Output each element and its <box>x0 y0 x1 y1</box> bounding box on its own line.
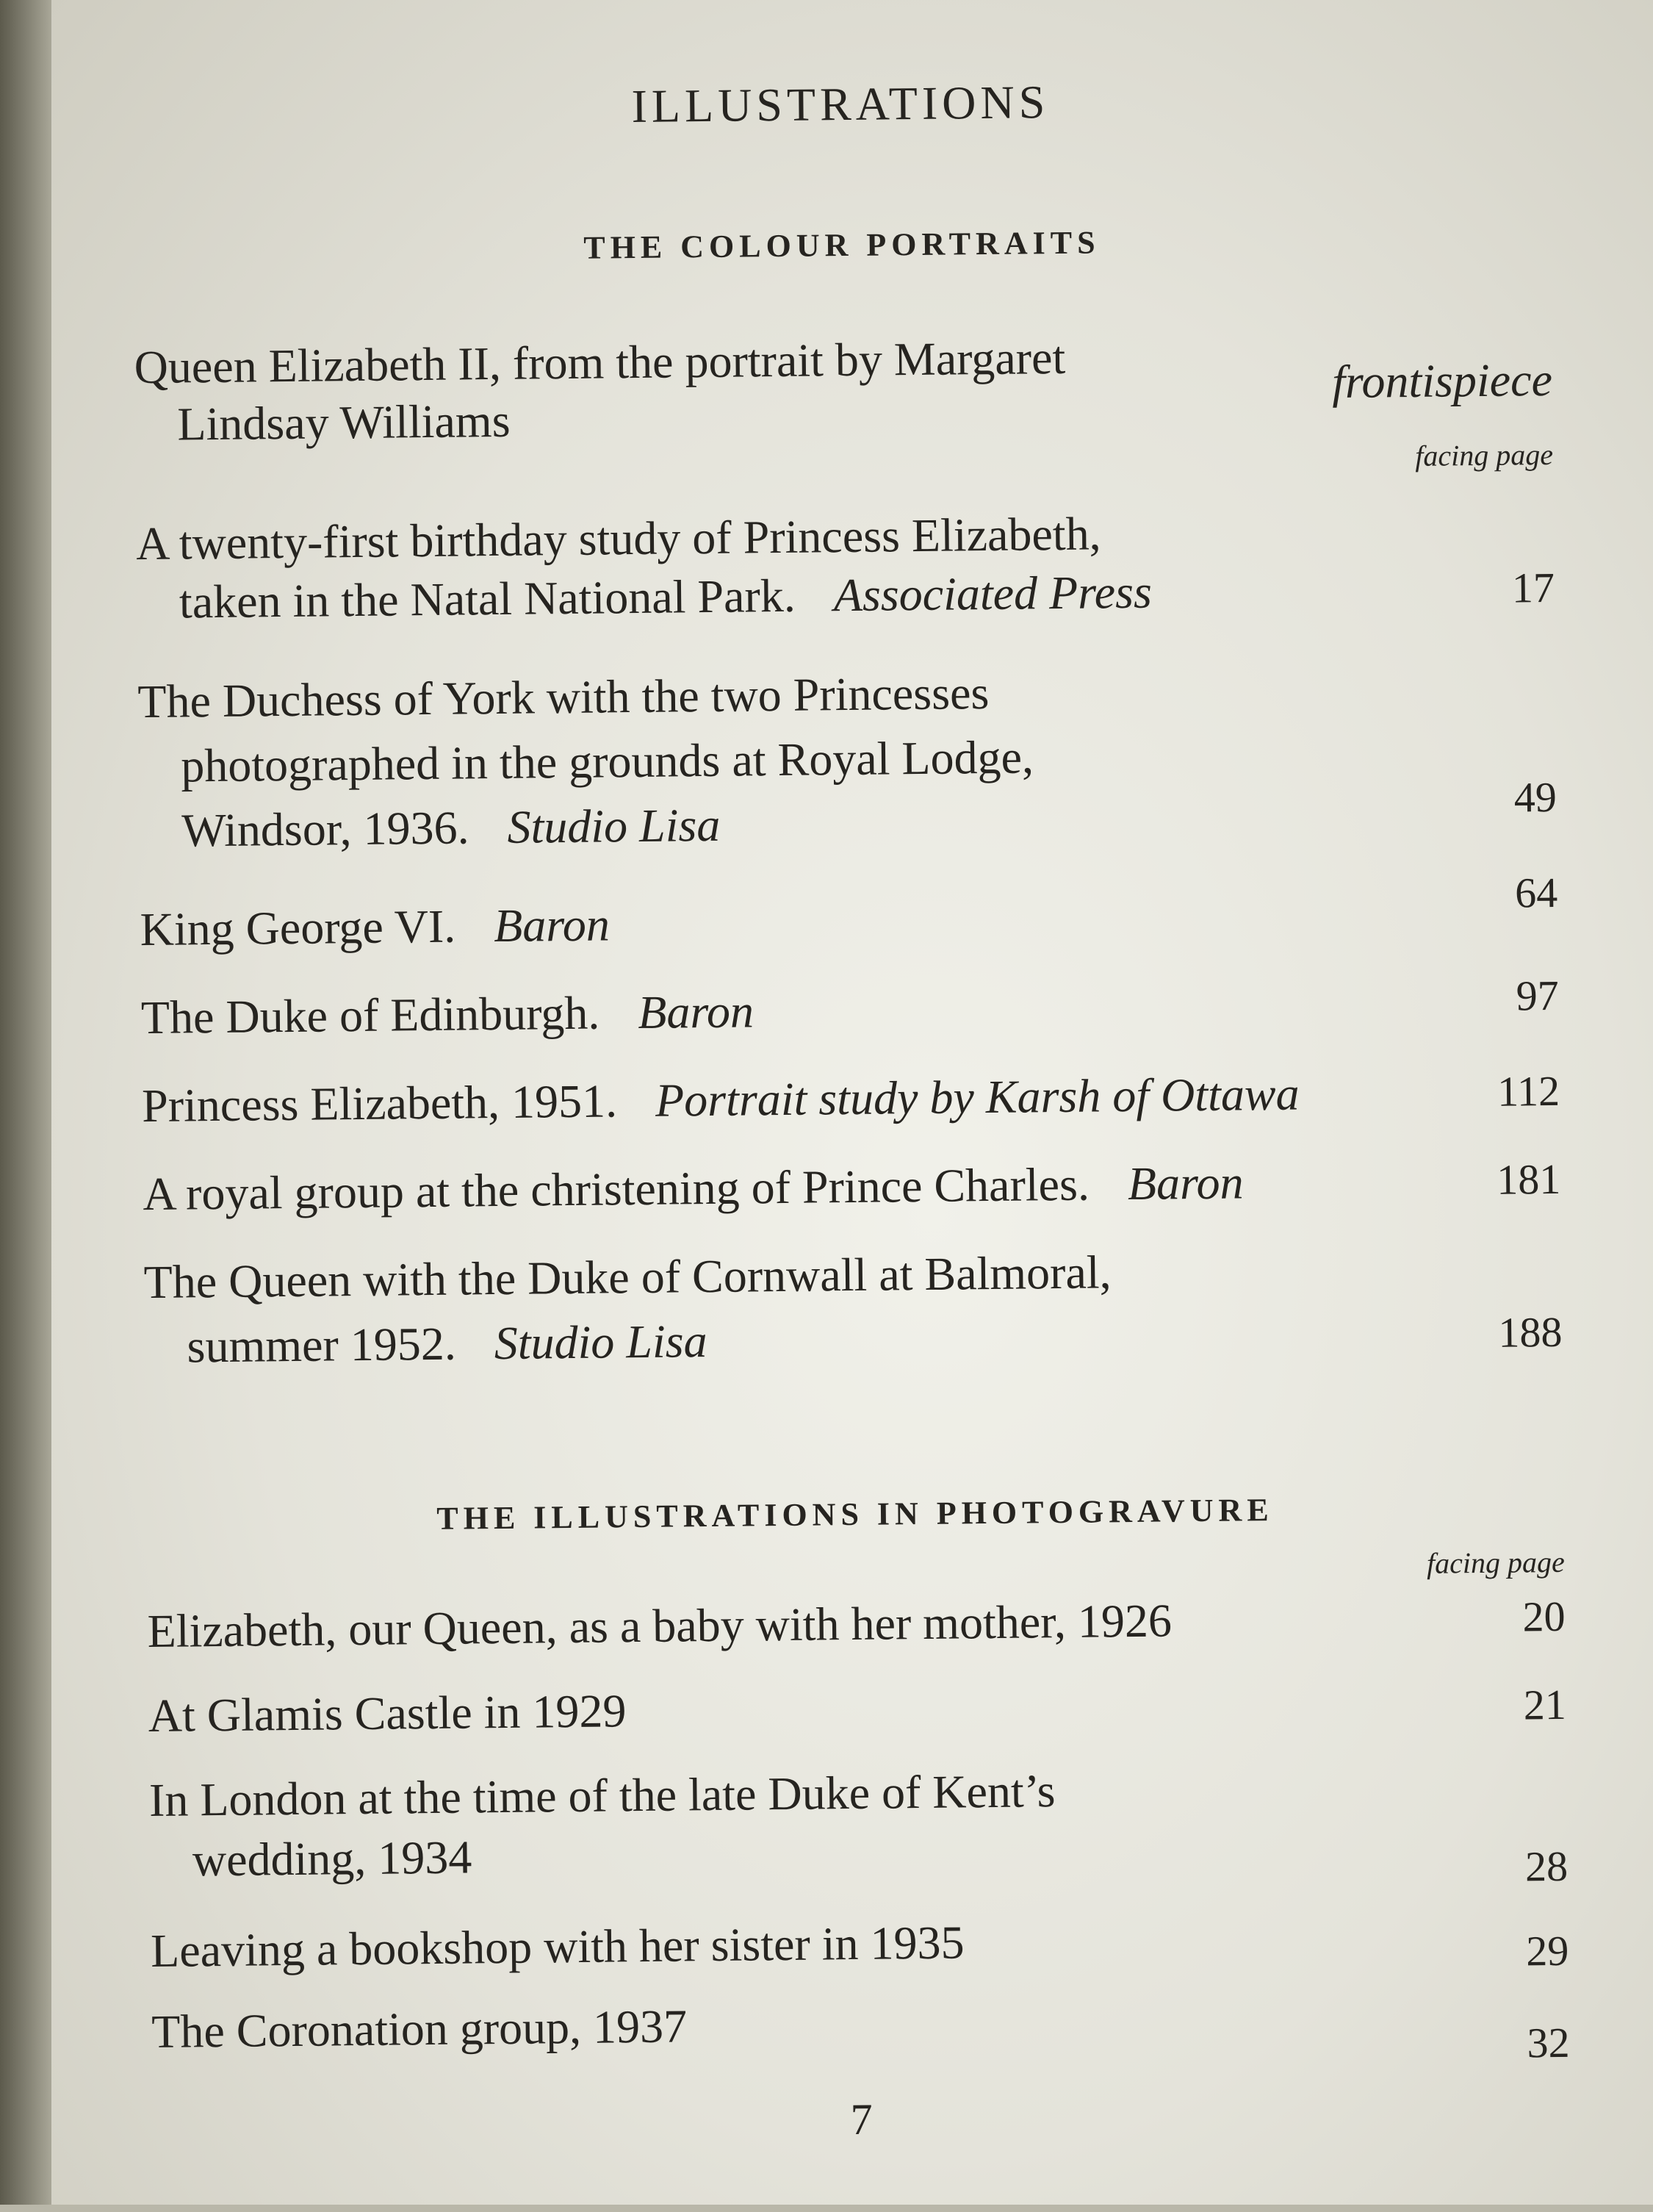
entry-text: summer 1952. <box>187 1317 457 1373</box>
page-number: 188 <box>1498 1307 1563 1357</box>
page-number: 112 <box>1497 1066 1560 1116</box>
page-number: 20 <box>1522 1592 1566 1641</box>
frontispiece-label: frontispiece <box>1331 353 1553 409</box>
entry-line: Leaving a bookshop with her sister in 1935 <box>150 1916 965 1978</box>
photo-credit: Baron <box>493 898 611 952</box>
page-number: 17 <box>1511 563 1555 612</box>
page-number: 49 <box>1513 772 1557 822</box>
list-item <box>136 500 1555 661</box>
entry-line: photographed in the grounds at Royal Lodge, <box>180 730 1034 792</box>
entry-line: Queen Elizabeth II, from the portrait by Margaret <box>134 331 1066 394</box>
colour-section-title: THE COLOUR PORTRAITS <box>583 224 1101 266</box>
page-heading: ILLUSTRATIONS <box>631 76 1050 133</box>
page-number: 97 <box>1516 971 1560 1020</box>
entry-line: The Queen with the Duke of Cornwall at Balmoral, <box>143 1246 1112 1309</box>
frontispiece-entry <box>134 323 1553 485</box>
entry-text: Princess Elizabeth, 1951. <box>141 1074 618 1132</box>
entry-text: Windsor, 1936. <box>181 801 469 857</box>
page-number: 181 <box>1496 1155 1561 1204</box>
page-number: 28 <box>1524 1842 1569 1891</box>
facing-page-label: facing page <box>1426 1545 1565 1580</box>
entry-text: The Duke of Edinburgh. <box>140 986 600 1044</box>
list-item <box>137 658 1557 857</box>
entry-line: At Glamis Castle in 1929 <box>148 1684 627 1742</box>
photo-credit: Baron <box>637 985 755 1039</box>
entry-text: A royal group at the christening of Prince Charles. <box>143 1157 1090 1221</box>
entry-line <box>187 1312 707 1376</box>
page-number: 32 <box>1527 2018 1570 2067</box>
page-number: 64 <box>1514 868 1558 917</box>
page-folio-number: 7 <box>850 2094 873 2144</box>
entry-line: wedding, 1934 <box>192 1831 472 1886</box>
entry-line <box>181 796 721 861</box>
entry-line: The Coronation group, 1937 <box>151 2000 688 2058</box>
entry-line <box>140 982 754 1047</box>
entry-line <box>179 563 1153 632</box>
photogravure-section-title: THE ILLUSTRATIONS IN PHOTOGRAVURE <box>436 1491 1274 1537</box>
photo-credit: Baron <box>1127 1156 1244 1210</box>
entry-line: The Duchess of York with the two Princesses <box>137 666 990 728</box>
list-item <box>149 1756 1569 1918</box>
entry-line <box>143 1153 1244 1224</box>
entry-line: Elizabeth, our Queen, as a baby with her mother, 1926 <box>147 1594 1173 1658</box>
list-item <box>143 1238 1563 1400</box>
page-number: 29 <box>1525 1926 1569 1975</box>
entry-line: In London at the time of the late Duke of Kent’s <box>148 1764 1056 1827</box>
facing-page-label: facing page <box>1415 437 1554 473</box>
page-content <box>130 0 1571 2212</box>
photo-credit: Studio Lisa <box>494 1315 707 1370</box>
entry-line <box>142 1065 1300 1135</box>
photo-credit: Studio Lisa <box>507 798 721 853</box>
entry-text: King George VI. <box>140 899 456 956</box>
book-spine-shadow <box>0 0 51 2205</box>
entry-line <box>140 895 610 959</box>
book-page <box>51 0 1653 2205</box>
photo-credit: Portrait study by Karsh of Ottawa <box>655 1067 1300 1127</box>
entry-text: taken in the Natal National Park. <box>179 569 796 628</box>
entry-line: A twenty-first birthday study of Princess Elizabeth, <box>135 507 1101 570</box>
entry-line: Lindsay Williams <box>177 394 511 450</box>
page-number: 21 <box>1523 1680 1567 1729</box>
photo-credit: Associated Press <box>833 565 1153 622</box>
